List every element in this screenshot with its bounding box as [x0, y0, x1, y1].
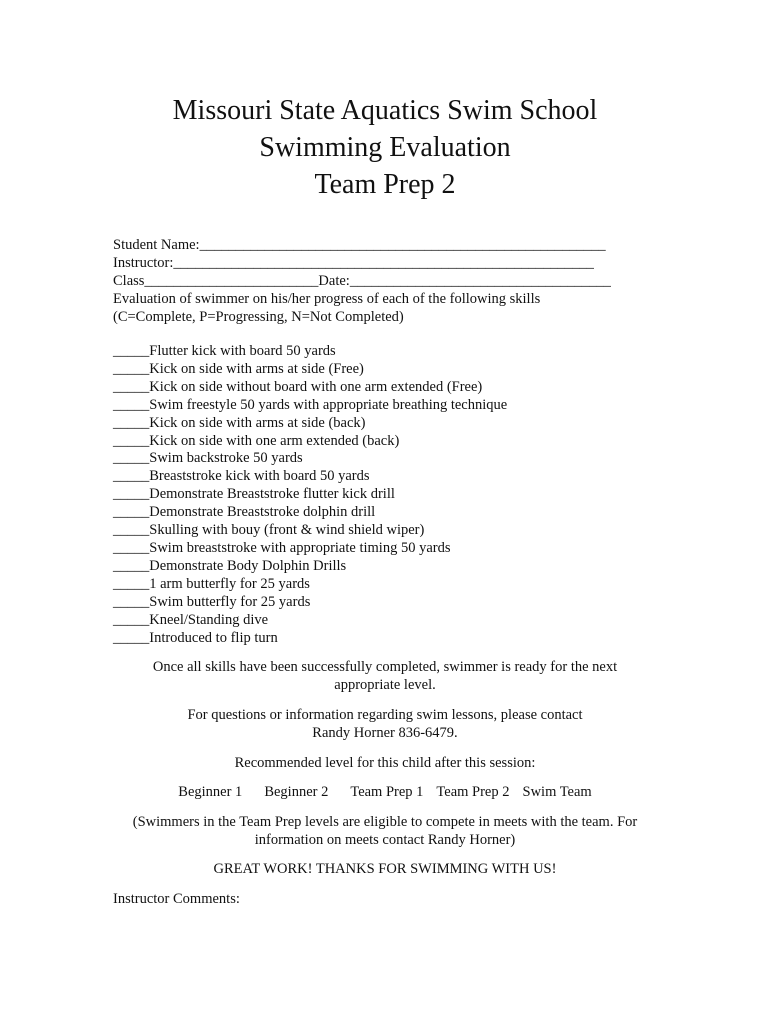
class-date-line: Class________________________Date:____________________________________	[113, 273, 611, 289]
instructor-comments-label: Instructor Comments:	[113, 891, 240, 907]
recommended-text: Recommended level for this child after this session:	[234, 755, 536, 771]
level-option: Swim Team	[522, 784, 592, 800]
completion-note	[100, 658, 670, 694]
skill-item: _____Swim butterfly for 25 yards	[113, 593, 311, 610]
skill-item: _____Kick on side with one arm extended (back)	[113, 432, 400, 449]
closing-text: GREAT WORK! THANKS FOR SWIMMING WITH US!	[213, 861, 557, 877]
skill-item: _____Kick on side with arms at side (back)	[113, 414, 366, 431]
level-option: Beginner 1	[178, 784, 243, 800]
completion-line-1: Once all skills have been successfully completed, swimmer is ready for the next	[152, 659, 618, 675]
meets-line-1: (Swimmers in the Team Prep levels are eligible to compete in meets with the team. For	[132, 814, 638, 830]
skill-item: _____Demonstrate Breaststroke flutter kick drill	[113, 486, 395, 503]
title-form: Swimming Evaluation	[259, 132, 511, 163]
skill-item: _____Swim freestyle 50 yards with appropriate breathing technique	[113, 396, 508, 413]
grading-legend: (C=Complete, P=Progressing, N=Not Completed)	[113, 309, 404, 325]
contact-line-1: For questions or information regarding swim lessons, please contact	[187, 707, 583, 723]
title-school: Missouri State Aquatics Swim School	[172, 95, 598, 126]
skill-item: _____Demonstrate Breaststroke dolphin drill	[113, 504, 376, 521]
skill-item: _____Kick on side without board with one arm extended (Free)	[113, 378, 483, 395]
student-name-line: Student Name:________________________________________________________	[113, 237, 606, 253]
meets-line-2: information on meets contact Randy Horner)	[254, 832, 516, 848]
contact-note	[100, 706, 670, 742]
skill-item: _____Introduced to flip turn	[113, 629, 278, 646]
completion-line-2: appropriate level.	[334, 677, 436, 693]
title-level: Team Prep 2	[314, 169, 456, 200]
level-options	[0, 783, 770, 801]
skill-item: _____Breaststroke kick with board 50 yards	[113, 468, 370, 485]
skill-item: _____Swim breaststroke with appropriate timing 50 yards	[113, 539, 451, 556]
contact-line-2: Randy Horner 836-6479.	[312, 725, 458, 741]
skill-item: _____1 arm butterfly for 25 yards	[113, 575, 310, 592]
student-info	[113, 236, 653, 326]
skill-item: _____Kneel/Standing dive	[113, 611, 269, 628]
skills-checklist	[113, 343, 653, 647]
recommended-level-prompt	[100, 754, 670, 772]
instructor-line: Instructor:__________________________________________________________	[113, 255, 594, 271]
skill-item: _____Kick on side with arms at side (Free)	[113, 360, 364, 377]
skill-item: _____Demonstrate Body Dolphin Drills	[113, 557, 347, 574]
skill-item: _____Skulling with bouy (front & wind shield wiper)	[113, 522, 425, 539]
evaluation-instructions: Evaluation of swimmer on his/her progress of each of the following skills	[113, 291, 541, 307]
skill-item: _____Flutter kick with board 50 yards	[113, 343, 336, 359]
level-option: Team Prep 2	[436, 784, 510, 800]
level-option: Beginner 2	[264, 784, 329, 800]
meets-note	[95, 813, 675, 849]
document-title	[0, 92, 770, 203]
level-option: Team Prep 1	[350, 784, 424, 800]
closing-message	[100, 860, 670, 878]
skill-item: _____Swim backstroke 50 yards	[113, 450, 303, 467]
